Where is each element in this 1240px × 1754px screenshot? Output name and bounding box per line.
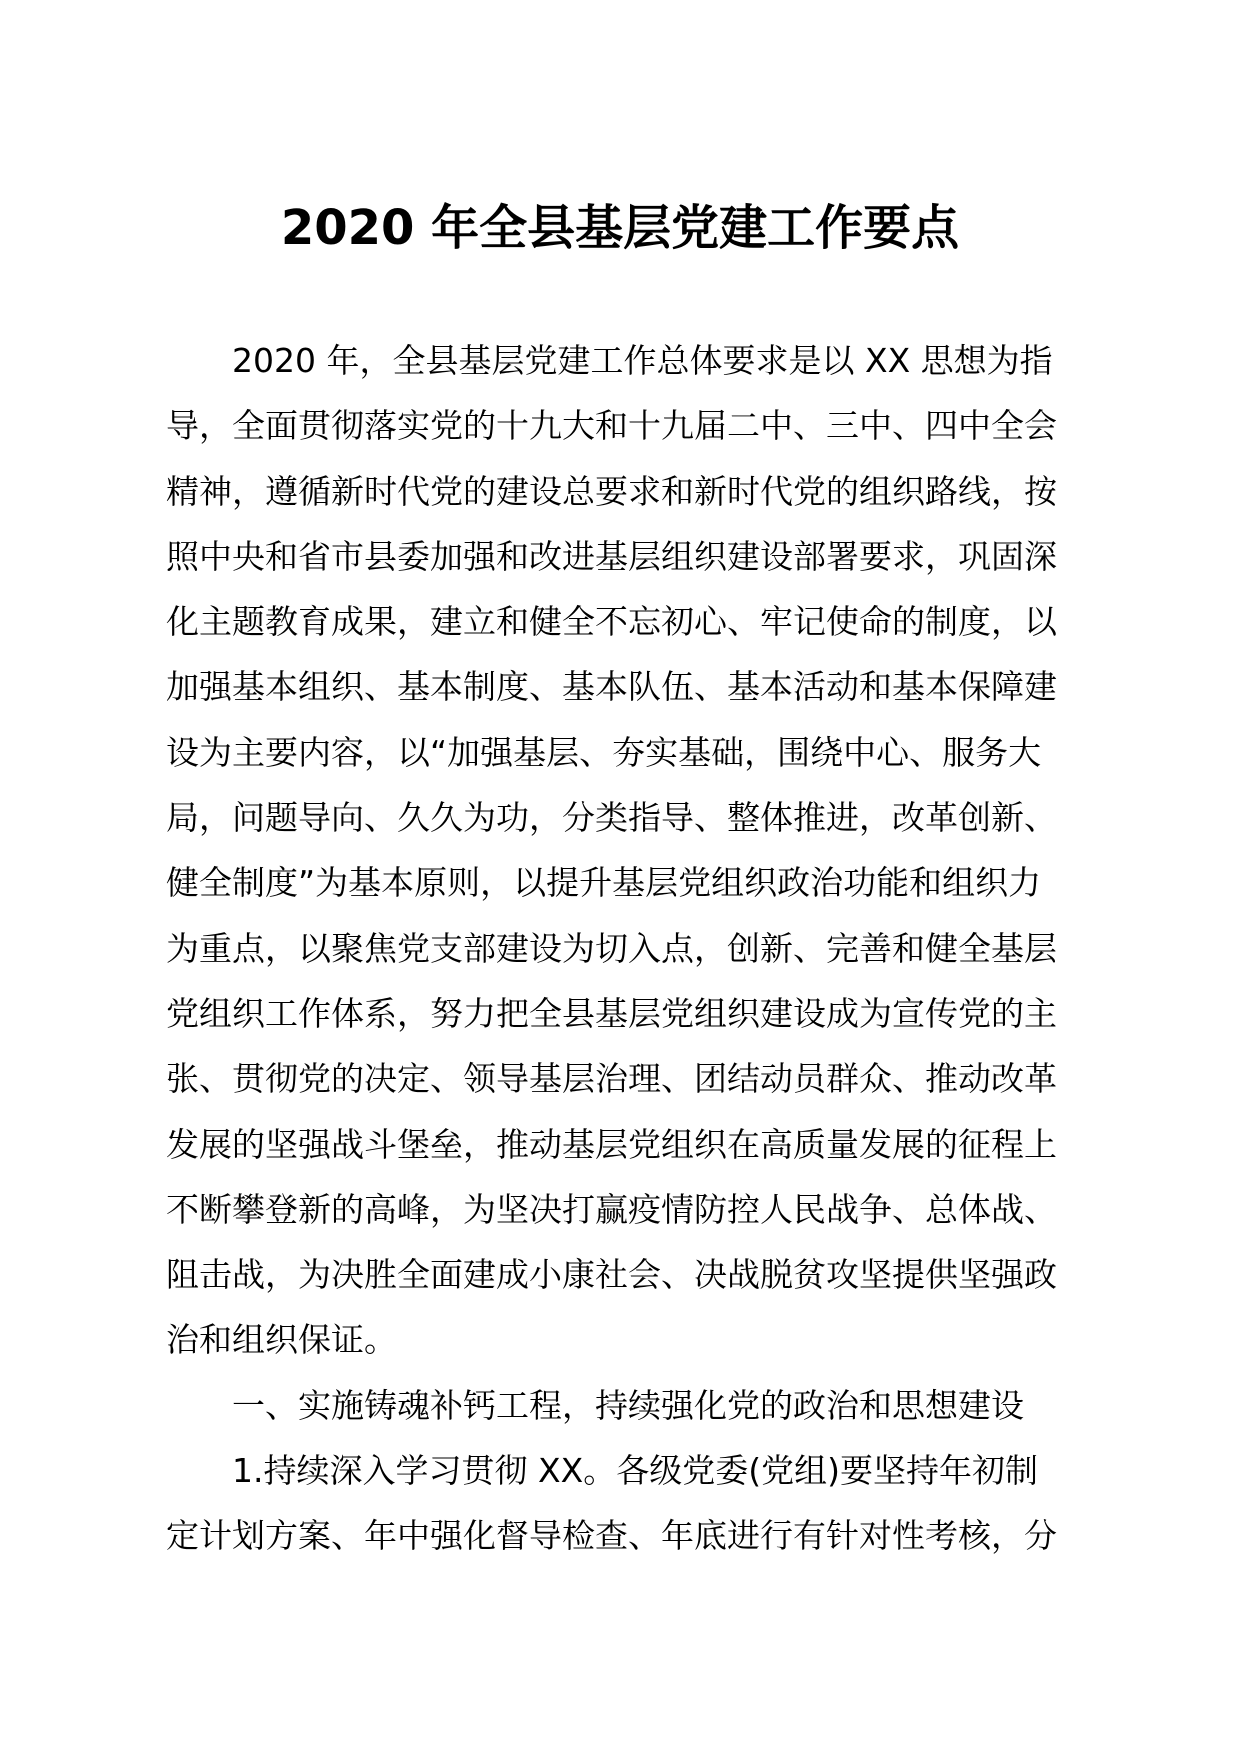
section-heading: 一、实施铸魂补钙工程，持续强化党的政治和思想建设 [232, 1385, 1024, 1425]
paragraph-line: 党组织工作体系，努力把全县基层党组织建设成为宣传党的主 [166, 993, 1057, 1033]
document-body [166, 328, 1080, 1569]
paragraph-line: 加强基本组织、基本制度、基本队伍、基本活动和基本保障建 [166, 667, 1057, 707]
document-title: 2020 年全县基层党建工作要点 [280, 200, 960, 256]
paragraph-line: 导，全面贯彻落实党的十九大和十九届二中、三中、四中全会 [166, 406, 1057, 446]
paragraph-line: 2020 年，全县基层党建工作总体要求是以 XX 思想为指 [232, 341, 1053, 380]
paragraph-line: 化主题教育成果，建立和健全不忘初心、牢记使命的制度，以 [166, 602, 1057, 642]
paragraph-line: 阻击战，为决胜全面建成小康社会、决战脱贫攻坚提供坚强政 [166, 1255, 1057, 1295]
paragraph-line: 健全制度”为基本原则，以提升基层党组织政治功能和组织力 [166, 863, 1042, 903]
paragraph-line: 治和组织保证。 [166, 1320, 397, 1360]
paragraph-line: 局，问题导向、久久为功，分类指导、整体推进，改革创新、 [166, 798, 1057, 838]
paragraph-line: 设为主要内容，以“加强基层、夯实基础，围绕中心、服务大 [166, 732, 1042, 772]
paragraph-line: 照中央和省市县委加强和改进基层组织建设部署要求，巩固深 [166, 536, 1057, 576]
paragraph-line: 精神，遵循新时代党的建设总要求和新时代党的组织路线，按 [166, 471, 1057, 511]
paragraph-line: 定计划方案、年中强化督导检查、年底进行有针对性考核，分 [166, 1516, 1057, 1556]
paragraph-line: 不断攀登新的高峰，为坚决打赢疫情防控人民战争、总体战、 [166, 1189, 1057, 1229]
paragraph-line: 1.持续深入学习贯彻 XX。各级党委(党组)要坚持年初制 [232, 1451, 1038, 1491]
paragraph-line: 为重点，以聚焦党支部建设为切入点，创新、完善和健全基层 [166, 928, 1057, 968]
paragraph-line: 发展的坚强战斗堡垒，推动基层党组织在高质量发展的征程上 [166, 1124, 1057, 1164]
paragraph-line: 张、贯彻党的决定、领导基层治理、团结动员群众、推动改革 [166, 1059, 1057, 1099]
